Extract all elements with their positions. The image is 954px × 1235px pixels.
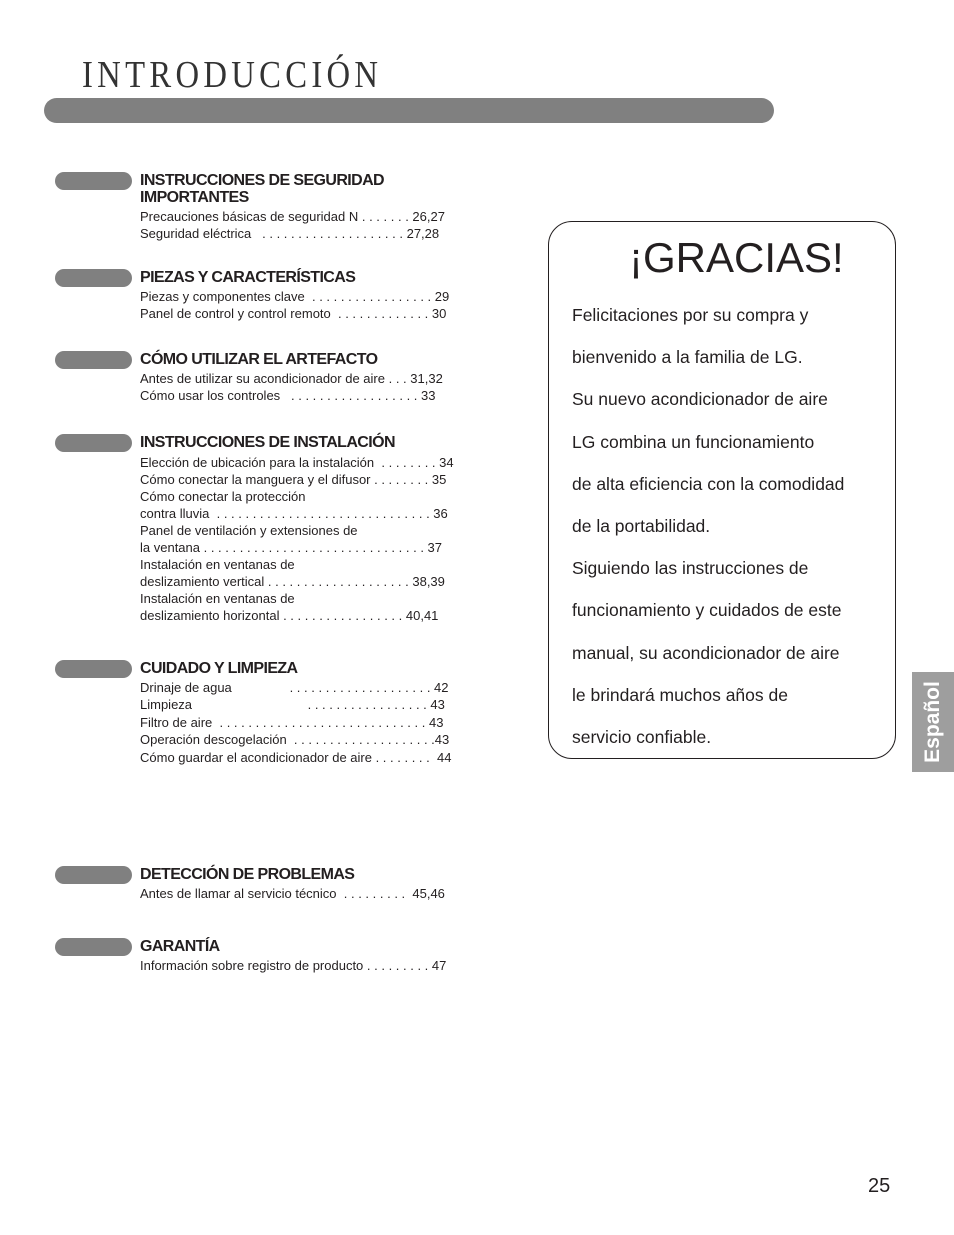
toc-entry: Información sobre registro de producto . . . . . . . . . 47 [140,958,447,973]
message-line: de alta eficiencia con la comodidad [572,473,845,494]
toc-entry: Piezas y componentes clave . . . . . . . . . . . . . . . . . 29 [140,289,450,304]
section-entries [140,957,480,974]
toc-entry: Limpieza . . . . . . . . . . . . . . . . . 43 [140,697,445,712]
section-title: PIEZAS Y CARACTERÍSTICAS [140,269,356,286]
thank-you-box [548,221,896,759]
toc-entry: Cómo usar los controles . . . . . . . . . . . . . . . . . . 33 [140,388,436,403]
message-line: de la portabilidad. [572,515,711,536]
toc-entry: Cómo guardar el acondicionador de aire . . . . . . . . 44 [140,750,452,765]
toc-entry: Cómo conectar la manguera y el difusor . . . . . . . . 35 [140,472,447,487]
message-line: Felicitaciones por su compra y [572,305,809,325]
section-title: GARANTÍA [140,938,220,955]
section-entries [140,454,480,624]
toc-entry: Drinaje de agua . . . . . . . . . . . . . . . . . . . . 42 [140,680,449,695]
section-title: INSTRUCCIONES DE INSTALACIÓN [140,434,395,451]
section-title: CUIDADO Y LIMPIEZA [140,660,298,677]
toc-entry: deslizamiento vertical . . . . . . . . . . . . . . . . . . . . 38,39 [140,574,445,589]
toc-entry: Filtro de aire . . . . . . . . . . . . . . . . . . . . . . . . . . . . . 43 [140,715,444,730]
page-title: INTRODUCCIÓN [82,54,383,96]
section-title: DETECCIÓN DE PROBLEMAS [140,866,355,883]
section-title: INSTRUCCIONES DE SEGURIDAD IMPORTANTES [140,172,384,206]
message-line: servicio confiable. [572,726,712,747]
section-marker [55,172,132,190]
toc-entry: Seguridad eléctrica . . . . . . . . . . . . . . . . . . . . 27,28 [140,226,440,241]
toc-entry: Operación descogelación . . . . . . . . . . . . . . . . . . . .43 [140,732,450,747]
toc-entry: Antes de llamar al servicio técnico . . . . . . . . . 45,46 [140,886,445,901]
section-marker [55,866,132,884]
toc-entry: deslizamiento horizontal . . . . . . . . . . . . . . . . . 40,41 [140,608,439,623]
message-line: LG combina un funcionamiento [572,431,815,452]
message-line: le brindará muchos años de [572,684,788,705]
section-marker [55,269,132,287]
section-marker [55,660,132,678]
section-entries [140,885,480,902]
toc-entry: Panel de ventilación y extensiones de [140,523,358,538]
message-line: Siguiendo las instrucciones de [572,558,809,579]
section-title: CÓMO UTILIZAR EL ARTEFACTO [140,351,378,368]
section-marker [55,434,132,452]
toc-entry: Elección de ubicación para la instalación . . . . . . . . 34 [140,455,454,470]
message-line: bienvenido a la familia de LG. [572,347,803,368]
toc-entry: Instalación en ventanas de [140,557,295,572]
toc-entry: Cómo conectar la protección [140,489,306,504]
title-bar [44,98,774,123]
message-line: funcionamiento y cuidados de este [572,600,842,621]
thank-you-message [572,294,892,758]
toc-entry: la ventana . . . . . . . . . . . . . . . . . . . . . . . . . . . . . . . 37 [140,540,442,555]
language-tab [912,672,954,772]
message-line: manual, su acondicionador de aire [572,642,840,663]
toc-entry: Panel de control y control remoto . . . . . . . . . . . . . 30 [140,306,447,321]
section-entries [140,679,480,766]
toc-entry: Precauciones básicas de seguridad N . . . . . . . 26,27 [140,209,445,224]
section-entries [140,288,480,322]
toc-entry: contra lluvia . . . . . . . . . . . . . . . . . . . . . . . . . . . . . . 36 [140,506,448,521]
section-entries [140,370,480,404]
section-marker [55,351,132,369]
thank-you-title: ¡GRACIAS! [629,234,844,281]
message-line: Su nuevo acondicionador de aire [572,389,828,410]
toc-entry: Antes de utilizar su acondicionador de aire . . . 31,32 [140,371,443,386]
page-number: 25 [868,1175,891,1197]
section-entries [140,208,480,242]
language-label: Español [921,681,944,763]
toc-entry: Instalación en ventanas de [140,591,295,606]
section-marker [55,938,132,956]
